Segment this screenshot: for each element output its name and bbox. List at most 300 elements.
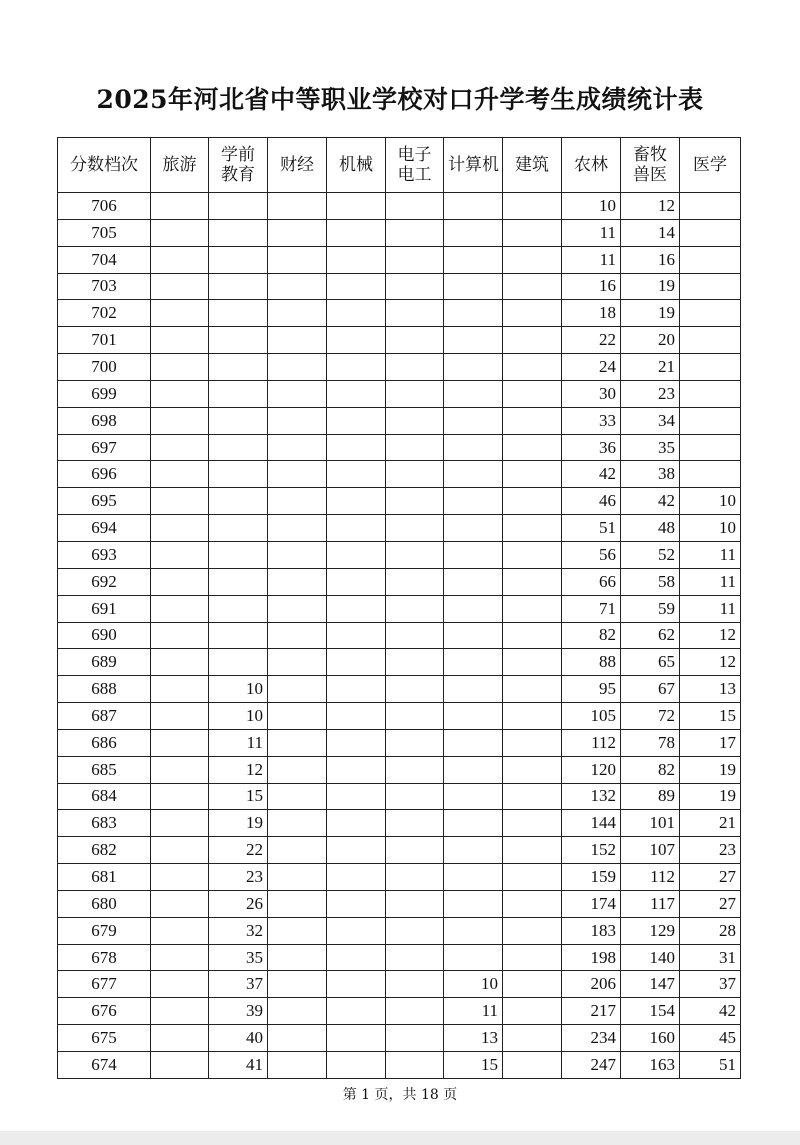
count-cell	[151, 944, 209, 971]
count-cell: 15	[680, 703, 741, 730]
count-cell: 35	[209, 944, 268, 971]
count-cell	[151, 354, 209, 381]
table-body	[58, 193, 741, 1079]
count-cell	[386, 595, 444, 622]
count-cell	[268, 434, 327, 461]
count-cell: 18	[562, 300, 621, 327]
count-cell: 11	[680, 541, 741, 568]
count-cell: 23	[209, 864, 268, 891]
count-cell: 13	[680, 676, 741, 703]
count-cell	[209, 300, 268, 327]
count-cell	[386, 515, 444, 542]
column-header: 建筑	[503, 138, 562, 193]
count-cell	[386, 756, 444, 783]
count-cell	[268, 273, 327, 300]
count-cell	[327, 810, 386, 837]
table-row	[58, 354, 741, 381]
count-cell: 39	[209, 998, 268, 1025]
count-cell	[503, 837, 562, 864]
table-row	[58, 729, 741, 756]
count-cell: 67	[621, 676, 680, 703]
count-cell	[503, 756, 562, 783]
count-cell	[268, 756, 327, 783]
count-cell: 15	[209, 783, 268, 810]
count-cell	[680, 246, 741, 273]
count-cell	[386, 380, 444, 407]
count-cell	[503, 622, 562, 649]
count-cell	[386, 568, 444, 595]
count-cell	[209, 219, 268, 246]
count-cell	[268, 649, 327, 676]
count-cell: 10	[444, 971, 503, 998]
count-cell	[151, 810, 209, 837]
count-cell	[151, 1025, 209, 1052]
count-cell	[209, 595, 268, 622]
count-cell	[386, 354, 444, 381]
count-cell	[151, 219, 209, 246]
count-cell	[327, 1025, 386, 1052]
column-header: 分数档次	[58, 138, 151, 193]
count-cell	[268, 622, 327, 649]
count-cell	[209, 649, 268, 676]
count-cell: 16	[562, 273, 621, 300]
count-cell	[151, 488, 209, 515]
count-cell: 183	[562, 917, 621, 944]
count-cell	[209, 488, 268, 515]
count-cell	[444, 595, 503, 622]
count-cell	[327, 622, 386, 649]
score-cell: 678	[58, 944, 151, 971]
count-cell	[444, 890, 503, 917]
count-cell	[386, 944, 444, 971]
table-row	[58, 890, 741, 917]
column-header: 学前 教育	[209, 138, 268, 193]
count-cell	[268, 246, 327, 273]
count-cell	[268, 729, 327, 756]
count-cell	[327, 729, 386, 756]
count-cell: 22	[562, 327, 621, 354]
count-cell: 19	[621, 300, 680, 327]
count-cell	[327, 568, 386, 595]
count-cell	[680, 380, 741, 407]
score-cell: 685	[58, 756, 151, 783]
count-cell	[503, 1052, 562, 1079]
count-cell	[151, 1052, 209, 1079]
count-cell	[151, 729, 209, 756]
count-cell: 82	[562, 622, 621, 649]
count-cell	[444, 810, 503, 837]
count-cell	[268, 327, 327, 354]
count-cell: 28	[680, 917, 741, 944]
column-header: 电子 电工	[386, 138, 444, 193]
count-cell	[503, 998, 562, 1025]
count-cell	[327, 407, 386, 434]
score-cell: 701	[58, 327, 151, 354]
column-header: 机械	[327, 138, 386, 193]
count-cell	[151, 568, 209, 595]
count-cell	[680, 407, 741, 434]
count-cell	[151, 756, 209, 783]
count-cell: 66	[562, 568, 621, 595]
count-cell	[680, 327, 741, 354]
count-cell	[386, 703, 444, 730]
count-cell: 37	[209, 971, 268, 998]
count-cell	[503, 246, 562, 273]
count-cell	[386, 219, 444, 246]
count-cell	[327, 327, 386, 354]
count-cell	[268, 971, 327, 998]
count-cell	[386, 541, 444, 568]
count-cell	[268, 944, 327, 971]
count-cell	[386, 998, 444, 1025]
count-cell: 19	[680, 756, 741, 783]
count-cell: 31	[680, 944, 741, 971]
count-cell	[503, 407, 562, 434]
count-cell	[268, 354, 327, 381]
count-cell: 147	[621, 971, 680, 998]
count-cell	[503, 783, 562, 810]
count-cell: 11	[444, 998, 503, 1025]
bottom-bar	[0, 1131, 800, 1145]
score-cell: 703	[58, 273, 151, 300]
count-cell	[327, 193, 386, 220]
count-cell	[151, 380, 209, 407]
table-row	[58, 1052, 741, 1079]
score-cell: 682	[58, 837, 151, 864]
count-cell	[151, 837, 209, 864]
count-cell: 11	[209, 729, 268, 756]
count-cell	[444, 300, 503, 327]
count-cell: 10	[680, 515, 741, 542]
count-cell: 27	[680, 864, 741, 891]
count-cell	[444, 756, 503, 783]
table-row	[58, 461, 741, 488]
count-cell	[503, 1025, 562, 1052]
table-row	[58, 944, 741, 971]
count-cell	[680, 434, 741, 461]
count-cell	[503, 193, 562, 220]
count-cell: 52	[621, 541, 680, 568]
count-cell	[268, 890, 327, 917]
count-cell	[444, 461, 503, 488]
table-row	[58, 219, 741, 246]
count-cell: 10	[680, 488, 741, 515]
count-cell	[680, 461, 741, 488]
count-cell	[209, 246, 268, 273]
count-cell	[386, 917, 444, 944]
count-cell: 247	[562, 1052, 621, 1079]
table-row	[58, 649, 741, 676]
count-cell	[151, 971, 209, 998]
score-cell: 674	[58, 1052, 151, 1079]
count-cell: 17	[680, 729, 741, 756]
count-cell: 88	[562, 649, 621, 676]
count-cell	[680, 193, 741, 220]
count-cell: 19	[621, 273, 680, 300]
page-footer: 第 1 页，共 18 页	[342, 1087, 458, 1103]
score-cell: 705	[58, 219, 151, 246]
count-cell	[503, 461, 562, 488]
count-cell	[327, 541, 386, 568]
count-cell	[209, 354, 268, 381]
count-cell	[209, 434, 268, 461]
count-cell	[327, 676, 386, 703]
count-cell	[151, 917, 209, 944]
count-cell	[503, 300, 562, 327]
count-cell	[680, 273, 741, 300]
count-cell	[386, 246, 444, 273]
count-cell	[268, 541, 327, 568]
count-cell	[503, 917, 562, 944]
count-cell	[327, 219, 386, 246]
count-cell: 26	[209, 890, 268, 917]
count-cell: 129	[621, 917, 680, 944]
count-cell: 45	[680, 1025, 741, 1052]
count-cell	[503, 676, 562, 703]
count-cell	[386, 622, 444, 649]
column-header: 财经	[268, 138, 327, 193]
count-cell	[444, 622, 503, 649]
count-cell	[327, 864, 386, 891]
score-cell: 695	[58, 488, 151, 515]
count-cell: 19	[209, 810, 268, 837]
count-cell: 101	[621, 810, 680, 837]
count-cell: 107	[621, 837, 680, 864]
table-row	[58, 595, 741, 622]
table-row	[58, 246, 741, 273]
column-header: 医学	[680, 138, 741, 193]
count-cell	[386, 810, 444, 837]
count-cell	[386, 676, 444, 703]
count-cell	[151, 515, 209, 542]
count-cell	[444, 837, 503, 864]
count-cell	[151, 407, 209, 434]
count-cell	[327, 890, 386, 917]
count-cell	[268, 1025, 327, 1052]
count-cell	[151, 676, 209, 703]
count-cell: 95	[562, 676, 621, 703]
count-cell	[268, 568, 327, 595]
table-row	[58, 1025, 741, 1052]
count-cell	[151, 273, 209, 300]
count-cell: 42	[621, 488, 680, 515]
count-cell: 12	[680, 622, 741, 649]
score-cell: 696	[58, 461, 151, 488]
count-cell: 72	[621, 703, 680, 730]
count-cell	[209, 193, 268, 220]
score-statistics-table	[57, 137, 741, 1079]
table-row	[58, 622, 741, 649]
count-cell: 14	[621, 219, 680, 246]
count-cell	[503, 568, 562, 595]
count-cell	[503, 380, 562, 407]
count-cell: 32	[209, 917, 268, 944]
score-cell: 688	[58, 676, 151, 703]
count-cell	[386, 461, 444, 488]
count-cell	[327, 649, 386, 676]
count-cell	[503, 890, 562, 917]
count-cell: 11	[680, 568, 741, 595]
count-cell	[503, 541, 562, 568]
count-cell: 105	[562, 703, 621, 730]
count-cell	[444, 864, 503, 891]
count-cell: 206	[562, 971, 621, 998]
score-cell: 679	[58, 917, 151, 944]
count-cell: 15	[444, 1052, 503, 1079]
table-row	[58, 917, 741, 944]
count-cell	[386, 890, 444, 917]
count-cell: 11	[562, 219, 621, 246]
count-cell	[386, 300, 444, 327]
count-cell: 58	[621, 568, 680, 595]
count-cell	[503, 434, 562, 461]
count-cell: 132	[562, 783, 621, 810]
score-cell: 694	[58, 515, 151, 542]
score-cell: 687	[58, 703, 151, 730]
table-row	[58, 273, 741, 300]
count-cell: 37	[680, 971, 741, 998]
count-cell	[503, 729, 562, 756]
count-cell	[386, 193, 444, 220]
score-cell: 684	[58, 783, 151, 810]
count-cell	[386, 488, 444, 515]
count-cell	[268, 864, 327, 891]
count-cell	[268, 300, 327, 327]
score-cell: 693	[58, 541, 151, 568]
count-cell: 10	[562, 193, 621, 220]
count-cell: 112	[562, 729, 621, 756]
count-cell: 78	[621, 729, 680, 756]
score-cell: 675	[58, 1025, 151, 1052]
count-cell: 152	[562, 837, 621, 864]
count-cell	[444, 703, 503, 730]
count-cell: 33	[562, 407, 621, 434]
count-cell	[268, 998, 327, 1025]
count-cell: 89	[621, 783, 680, 810]
count-cell	[209, 407, 268, 434]
count-cell	[209, 461, 268, 488]
count-cell	[209, 380, 268, 407]
count-cell	[327, 380, 386, 407]
count-cell	[503, 515, 562, 542]
count-cell	[268, 703, 327, 730]
count-cell	[151, 541, 209, 568]
count-cell	[151, 890, 209, 917]
count-cell	[444, 944, 503, 971]
score-cell: 706	[58, 193, 151, 220]
score-cell: 692	[58, 568, 151, 595]
count-cell	[151, 649, 209, 676]
score-cell: 681	[58, 864, 151, 891]
count-cell	[268, 380, 327, 407]
count-cell: 24	[562, 354, 621, 381]
table-row	[58, 407, 741, 434]
count-cell	[268, 515, 327, 542]
count-cell	[386, 729, 444, 756]
count-cell	[444, 515, 503, 542]
count-cell	[268, 407, 327, 434]
count-cell	[268, 461, 327, 488]
count-cell	[327, 488, 386, 515]
score-cell: 697	[58, 434, 151, 461]
count-cell: 34	[621, 407, 680, 434]
count-cell: 174	[562, 890, 621, 917]
count-cell	[327, 273, 386, 300]
table-row	[58, 864, 741, 891]
column-header: 农林	[562, 138, 621, 193]
count-cell	[327, 434, 386, 461]
count-cell: 48	[621, 515, 680, 542]
count-cell: 12	[209, 756, 268, 783]
count-cell: 51	[680, 1052, 741, 1079]
count-cell: 62	[621, 622, 680, 649]
count-cell	[503, 944, 562, 971]
count-cell	[680, 354, 741, 381]
count-cell	[444, 568, 503, 595]
score-cell: 690	[58, 622, 151, 649]
score-cell: 680	[58, 890, 151, 917]
column-header: 旅游	[151, 138, 209, 193]
column-header: 畜牧 兽医	[621, 138, 680, 193]
score-cell: 698	[58, 407, 151, 434]
count-cell	[386, 649, 444, 676]
count-cell	[444, 246, 503, 273]
page-title: 2025年河北省中等职业学校对口升学考生成绩统计表	[96, 85, 704, 114]
score-cell: 699	[58, 380, 151, 407]
table-row	[58, 193, 741, 220]
count-cell	[327, 1052, 386, 1079]
count-cell	[209, 568, 268, 595]
count-cell	[268, 193, 327, 220]
count-cell	[209, 515, 268, 542]
count-cell	[680, 300, 741, 327]
count-cell	[444, 354, 503, 381]
count-cell: 23	[621, 380, 680, 407]
count-cell	[327, 998, 386, 1025]
table-row	[58, 515, 741, 542]
score-cell: 700	[58, 354, 151, 381]
count-cell	[151, 622, 209, 649]
count-cell: 120	[562, 756, 621, 783]
count-cell: 36	[562, 434, 621, 461]
count-cell	[268, 595, 327, 622]
count-cell: 13	[444, 1025, 503, 1052]
count-cell: 82	[621, 756, 680, 783]
count-cell	[151, 998, 209, 1025]
count-cell	[444, 219, 503, 246]
count-cell: 46	[562, 488, 621, 515]
count-cell	[444, 273, 503, 300]
count-cell	[151, 434, 209, 461]
count-cell: 11	[562, 246, 621, 273]
score-cell: 702	[58, 300, 151, 327]
count-cell	[503, 273, 562, 300]
score-cell: 676	[58, 998, 151, 1025]
count-cell	[503, 488, 562, 515]
count-cell: 10	[209, 676, 268, 703]
count-cell	[503, 971, 562, 998]
count-cell: 42	[562, 461, 621, 488]
count-cell: 12	[680, 649, 741, 676]
count-cell	[386, 407, 444, 434]
count-cell: 71	[562, 595, 621, 622]
count-cell	[444, 676, 503, 703]
count-cell	[444, 407, 503, 434]
count-cell	[268, 783, 327, 810]
count-cell	[386, 273, 444, 300]
count-cell: 65	[621, 649, 680, 676]
count-cell	[386, 971, 444, 998]
